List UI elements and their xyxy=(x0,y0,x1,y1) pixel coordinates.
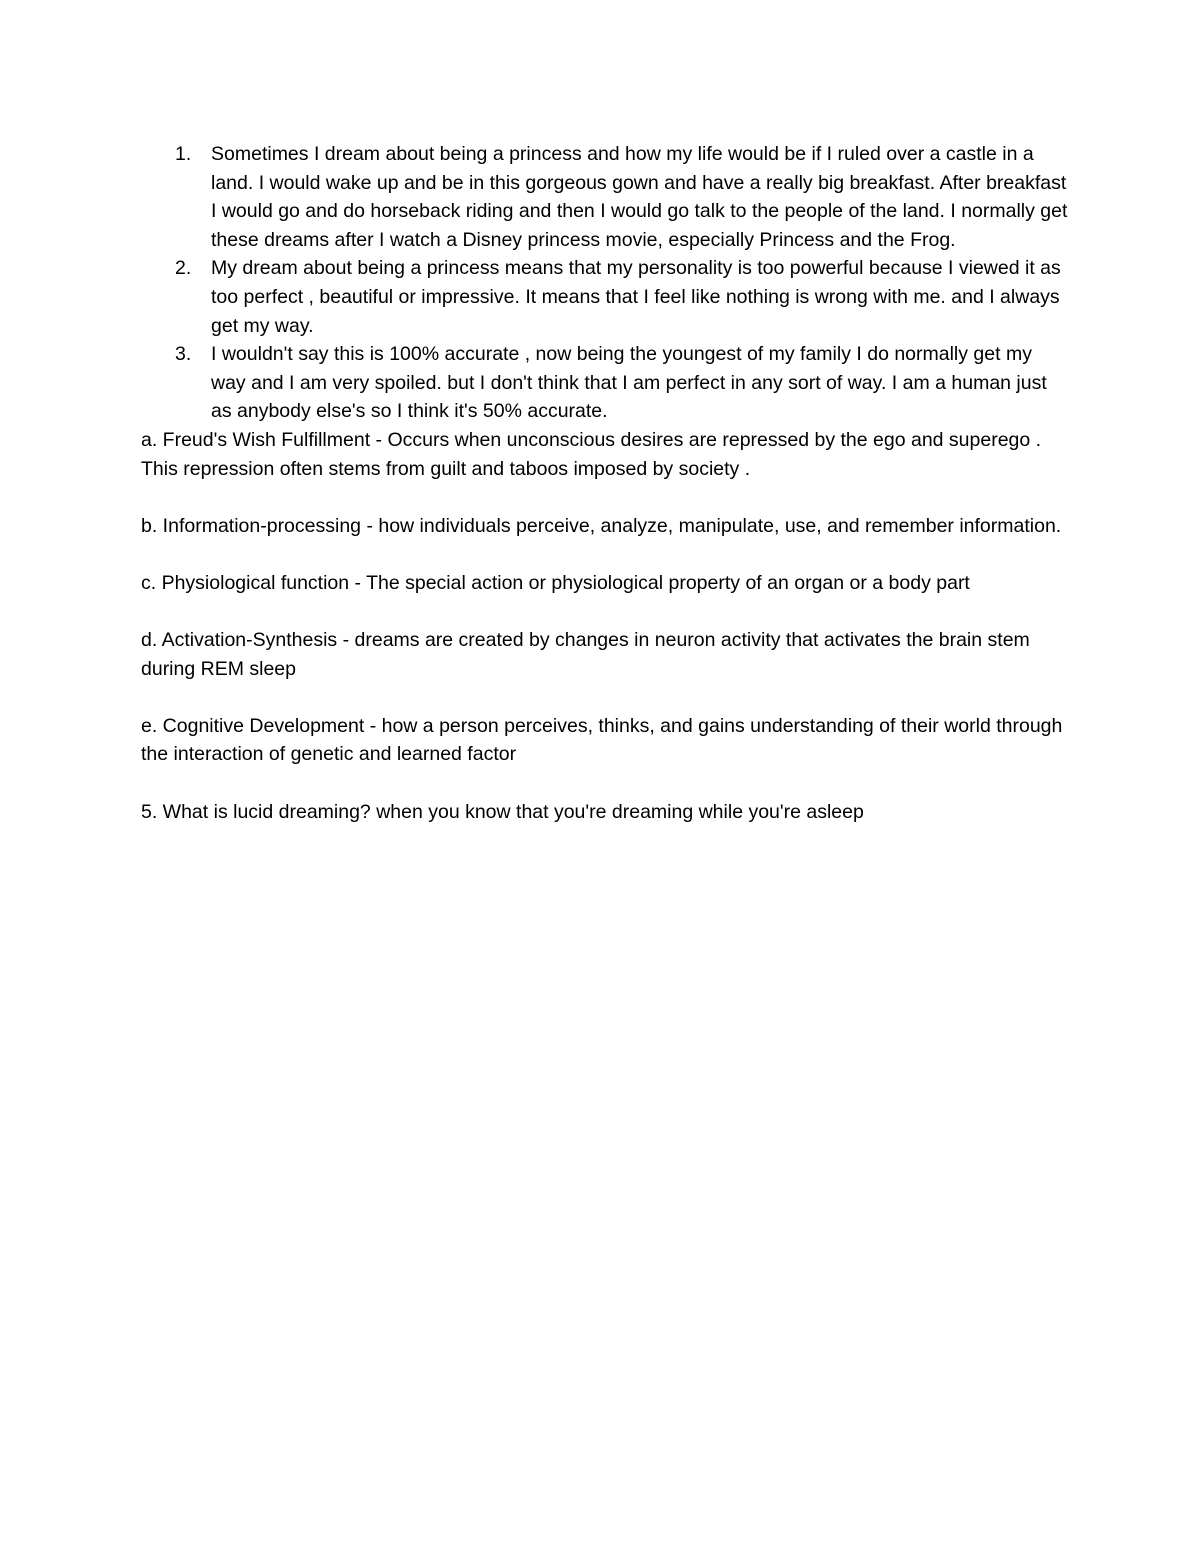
definition-cognitive-development: e. Cognitive Development - how a person perceives, thinks, and gains understanding of their world through the interaction of genetic and learned factor xyxy=(141,714,1063,766)
list-item-text: My dream about being a princess means that my personality is too powerful because I viewed it as too perfect , beautiful or impressive. It means that I feel like nothing is wrong with me. and I always get my way. xyxy=(211,257,1061,337)
list-item xyxy=(141,140,1071,254)
list-item xyxy=(141,340,1071,426)
document-page xyxy=(141,140,1071,826)
list-item-text: Sometimes I dream about being a princess and how my life would be if I ruled over a castle in a land. I would wake up and be in this gorgeous gown and have a really big breakfast. After breakfast I would go and do horseback riding and then I would go talk to the people of the land. I normally get these dreams after I watch a Disney princess movie, especially Princess and the Frog. xyxy=(211,143,1068,251)
definition-information-processing: b. Information-processing - how individuals perceive, analyze, manipulate, use, and remember information. xyxy=(141,514,1062,537)
definition-wish-fulfillment: a. Freud's Wish Fulfillment - Occurs when unconscious desires are repressed by the ego and superego . This repression often stems from guilt and taboos imposed by society . xyxy=(141,428,1042,480)
question-lucid-dreaming: 5. What is lucid dreaming? when you know that you're dreaming while you're asleep xyxy=(141,800,864,823)
list-item xyxy=(141,254,1071,340)
definition-physiological-function: c. Physiological function - The special action or physiological property of an organ or a body part xyxy=(141,571,970,594)
list-item-number: 3. xyxy=(175,343,192,366)
definition-activation-synthesis: d. Activation-Synthesis - dreams are created by changes in neuron activity that activates the brain stem during REM sleep xyxy=(141,629,1030,680)
numbered-answer-list xyxy=(141,140,1071,426)
list-item-number: 2. xyxy=(175,257,192,280)
list-item-text: I wouldn't say this is 100% accurate , now being the youngest of my family I do normally get my way and I am very spoiled. but I don't think that I am perfect in any sort of way. I am a human just as anybody else's so I think it's 50% accurate. xyxy=(211,343,1047,423)
list-item-number: 1. xyxy=(175,143,192,165)
